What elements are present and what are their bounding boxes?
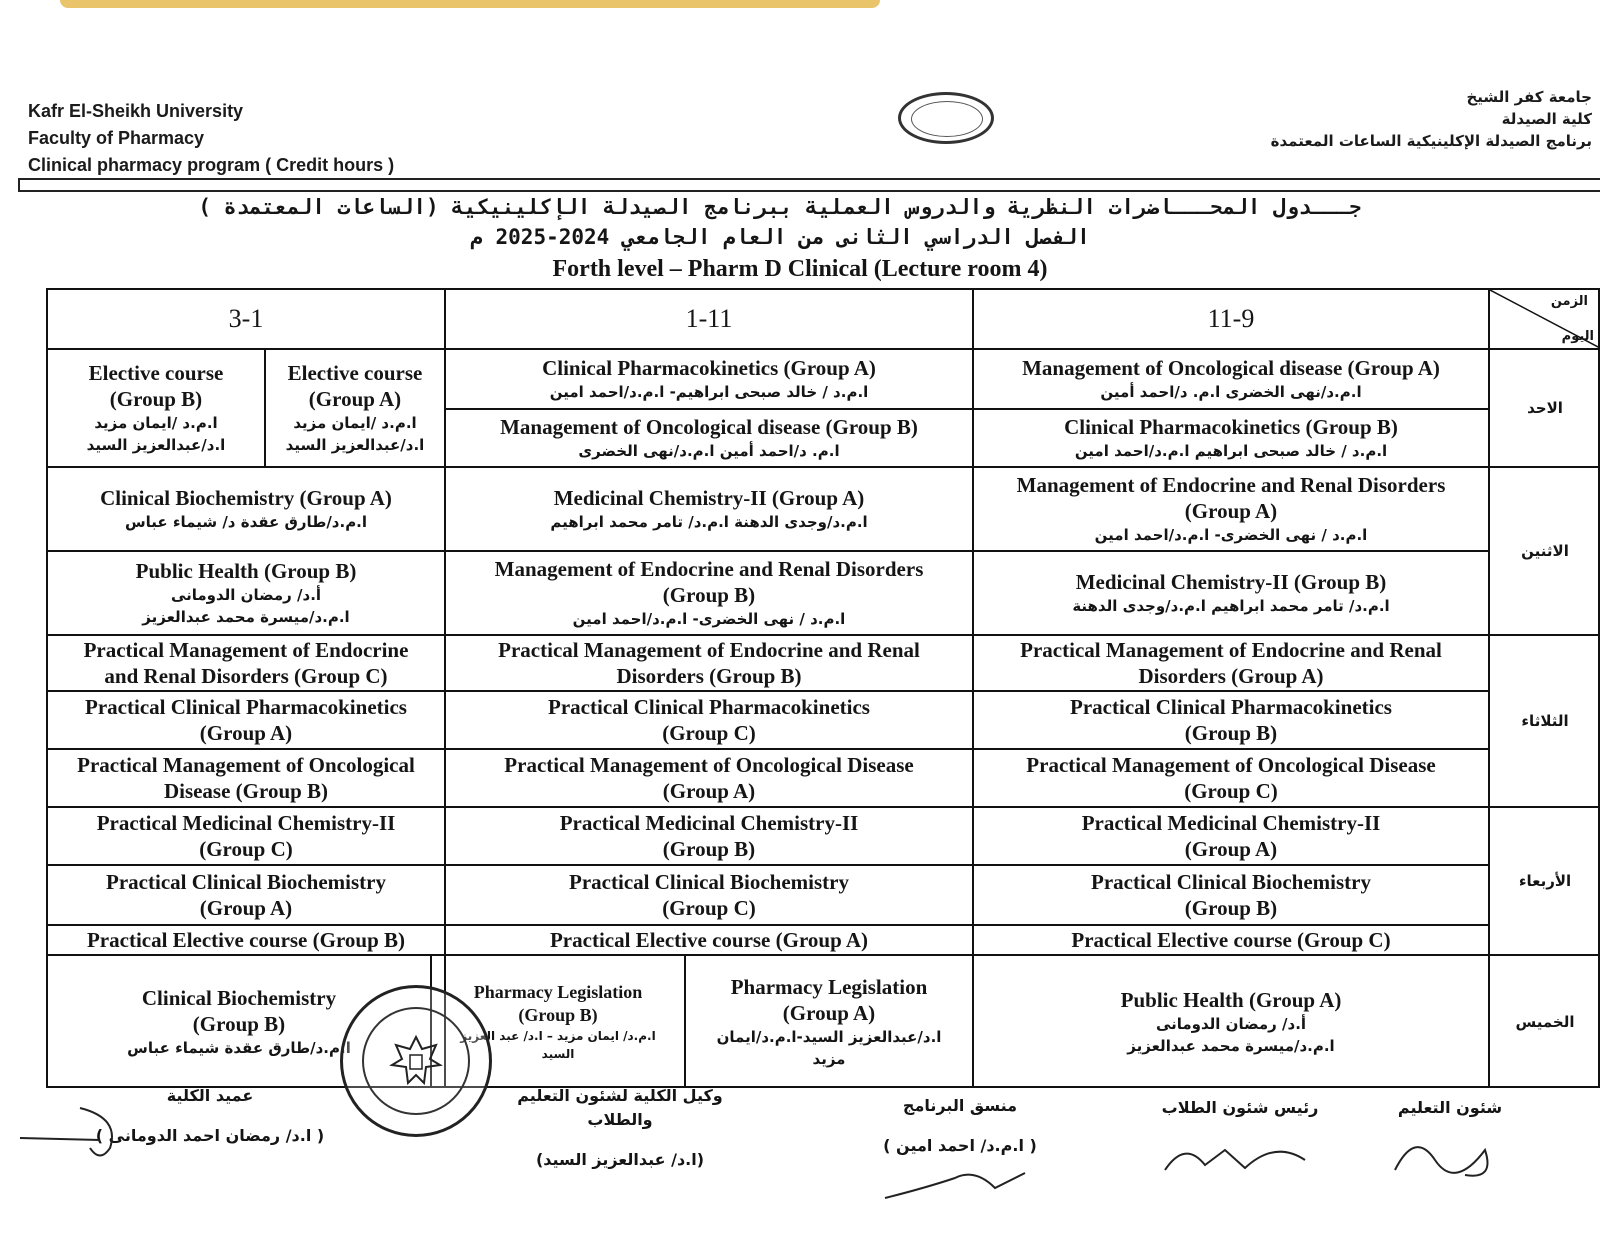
time-slot-1-3: 3-1: [228, 304, 264, 333]
day-tuesday: الثلاثاء: [1521, 712, 1569, 730]
signature-education-affairs: شئون التعليم: [1360, 1096, 1540, 1194]
program-name: Clinical pharmacy program ( Credit hours ): [28, 155, 395, 175]
top-color-band: [60, 0, 880, 8]
sun-elective-a: Elective course (Group A) ا.م.د /ايمان مزيد ا.د/عبدالعزيز السيد: [285, 361, 425, 454]
faculty-name-ar: كلية الصيدلة: [1501, 110, 1592, 128]
mon-11-1-b: Management of Endocrine and Renal Disorders (Group B) ا.م.د / نهى الخضرى- ا.م.د/احمد امين: [494, 557, 924, 628]
corner-day-label: اليوم: [1561, 329, 1594, 344]
wed-1-3-a: Practical Medicinal Chemistry-II (Group C): [96, 811, 396, 861]
mon-9-11-b: Medicinal Chemistry-II (Group B) ا.م.د/ تامر محمد ابراهيم ا.م.د/وجدى الدهنة: [1072, 570, 1390, 615]
mon-1-3-b: Public Health (Group B) أ.د/ رمضان الدومانى ا.م.د/ميسرة محمد عبدالعزيز: [135, 559, 357, 626]
corner-header: [1490, 290, 1600, 348]
mon-1-3-a: Clinical Biochemistry (Group A) ا.م.د/طارق عقدة د/ شيماء عباس: [100, 486, 392, 531]
tue-1-3-b: Practical Clinical Pharmacokinetics (Group A): [85, 695, 407, 745]
tue-11-1-b: Practical Clinical Pharmacokinetics (Group C): [548, 695, 870, 745]
sun-elective-b: Elective course (Group B) ا.م.د /ايمان مزيد ا.د/عبدالعزيز السيد: [86, 361, 226, 454]
thu-legislation-a: Pharmacy Legislation (Group A) ا.د/عبدالعزيز السيد-ا.م.د/ايمان مزيد: [716, 975, 942, 1068]
tue-9-11-b: Practical Clinical Pharmacokinetics (Group B): [1070, 695, 1392, 745]
wed-11-1-a: Practical Medicinal Chemistry-II (Group B): [559, 811, 859, 861]
sun-11-1-a: Clinical Pharmacokinetics (Group A) ا.م.د / خالد صبحى ابراهيم- ا.م.د/احمد امين: [542, 356, 876, 401]
wed-11-1-b: Practical Clinical Biochemistry (Group C): [569, 870, 849, 920]
signature-vice-dean: وكيل الكلية لشئون التعليم والطلاب (ا.د/ عبدالعزيز السيد): [517, 1086, 723, 1169]
tue-11-1-a: Practical Management of Endocrine and Renal Disorders (Group B): [498, 638, 920, 688]
title-line-1: جـــدول المحـــاضرات النظرية والدروس العملية ببرنامج الصيدلة الإكلينيكية (الساعات المعتمدة ): [198, 195, 1362, 219]
signature-dean: عميد الكلية ( ا.د/ رمضان احمد الدومانى ): [95, 1086, 325, 1145]
wed-11-1-c: Practical Elective course (Group A): [549, 928, 869, 952]
tue-1-3-a: Practical Management of Endocrine and Renal Disorders (Group C): [83, 638, 409, 688]
university-name-ar: جامعة كفر الشيخ: [1466, 88, 1592, 106]
handwritten-signature-icon: [1155, 1120, 1325, 1190]
program-name-ar: برنامج الصيدلة الإكلينيكية الساعات المعتمدة: [1270, 132, 1592, 150]
sun-9-11-b: Clinical Pharmacokinetics (Group B) ا.م.د / خالد صبحى ابراهيم ا.م.د/احمد امين: [1064, 415, 1398, 460]
header-divider: [18, 178, 1600, 192]
day-wednesday: الأربعاء: [1518, 872, 1572, 890]
dean-signature-stroke-icon: [20, 1098, 130, 1168]
sun-9-11-a: Management of Oncological disease (Group A) ا.م.د/نهى الخضرى ا.م. د/احمد أمين: [1022, 356, 1440, 401]
day-monday: الاثنين: [1521, 542, 1569, 560]
time-slot-11-1: 1-11: [685, 304, 733, 333]
tue-1-3-c: Practical Management of Oncological Disease (Group B): [77, 753, 415, 803]
faculty-name: Faculty of Pharmacy: [28, 128, 205, 148]
header-arabic: [1271, 86, 1592, 152]
handwritten-signature-icon: [1375, 1120, 1525, 1190]
signature-row: [0, 1088, 1600, 1247]
thu-legislation-b: Pharmacy Legislation (Group B) ا.م.د/ ايمان مزيد – ا.د/ عبد العزيز السيد: [460, 982, 656, 1061]
university-name: Kafr El-Sheikh University: [28, 101, 244, 121]
title-line-2: الفصل الدراسي الثانى من العام الجامعي 2024-2025 م: [470, 225, 1090, 249]
eagle-icon: [386, 1031, 446, 1091]
tue-11-1-c: Practical Management of Oncological Disease (Group A): [504, 753, 914, 803]
faculty-logo-icon: [898, 92, 994, 144]
wed-9-11-c: Practical Elective course (Group C): [1071, 928, 1391, 952]
day-thursday: الخميس: [1515, 1013, 1575, 1031]
schedule-table: [46, 288, 1600, 1088]
corner-time-label: الزمن: [1550, 294, 1588, 309]
handwritten-signature-icon: [875, 1158, 1045, 1208]
tue-9-11-a: Practical Management of Endocrine and Renal Disorders (Group A): [1020, 638, 1442, 688]
title-arabic: [60, 192, 1500, 252]
wed-9-11-a: Practical Medicinal Chemistry-II (Group A): [1081, 811, 1381, 861]
tue-9-11-c: Practical Management of Oncological Disease (Group C): [1026, 753, 1436, 803]
thu-biochem-b: Clinical Biochemistry (Group B) ا.م.د/طارق عقدة شيماء عباس: [127, 986, 351, 1057]
title-english: Forth level – Pharm D Clinical (Lecture room 4): [552, 256, 1048, 282]
day-sunday: الاحد: [1527, 399, 1563, 417]
signature-program-coordinator: منسق البرنامج ( ا.م.د/ احمد امين ): [860, 1094, 1060, 1212]
wed-1-3-b: Practical Clinical Biochemistry (Group A): [106, 870, 386, 920]
wed-9-11-b: Practical Clinical Biochemistry (Group B): [1091, 870, 1371, 920]
mon-9-11-a: Management of Endocrine and Renal Disorders (Group A) ا.م.د / نهى الخضرى- ا.م.د/احمد امين: [1016, 473, 1446, 544]
mon-11-1-a: Medicinal Chemistry-II (Group A) ا.م.د/وجدى الدهنة ا.م.د/ تامر محمد ابراهيم: [550, 486, 868, 531]
time-slot-9-11: 11-9: [1207, 304, 1255, 333]
thu-9-11: Public Health (Group A) أ.د/ رمضان الدومانى ا.م.د/ميسرة محمد عبدالعزيز: [1120, 988, 1342, 1055]
wed-1-3-c: Practical Elective course (Group B): [86, 928, 406, 952]
signature-student-affairs: رئيس شئون الطلاب: [1140, 1096, 1340, 1194]
sun-11-1-b: Management of Oncological disease (Group B) ا.م. د/احمد أمين ا.م.د/نهى الخضرى: [500, 415, 918, 460]
header-english: [28, 98, 394, 179]
